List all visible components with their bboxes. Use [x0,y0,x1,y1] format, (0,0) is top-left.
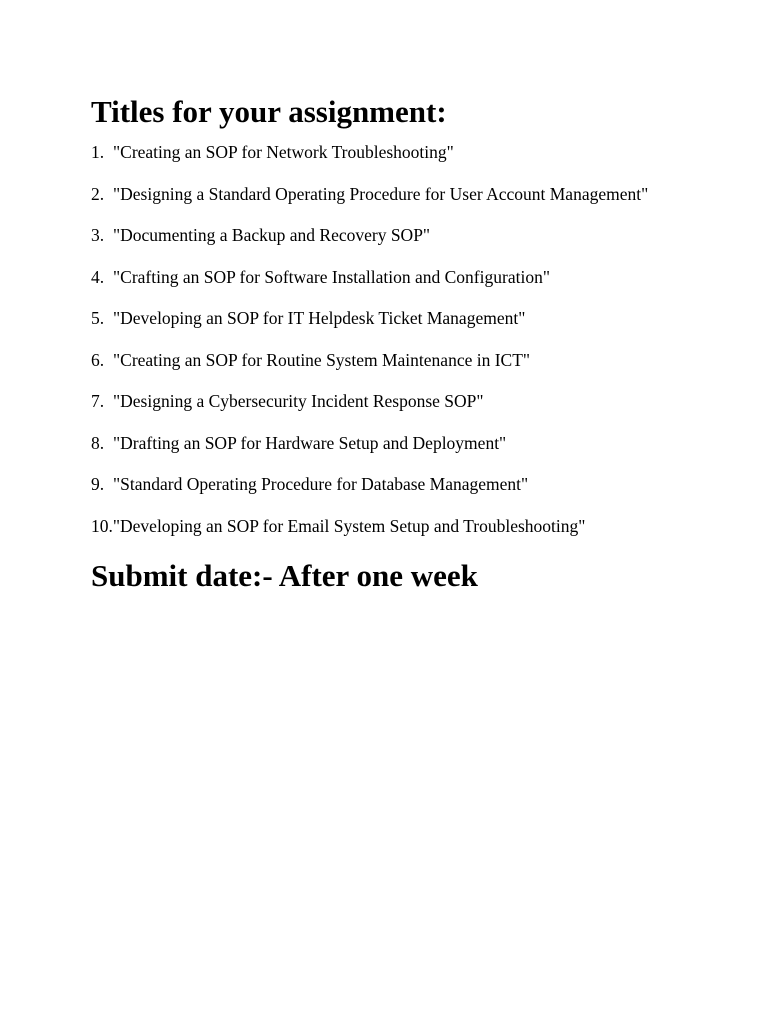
list-item [91,140,648,182]
assignment-titles-heading: Titles for your assignment: [91,94,447,129]
list-item-text: "Drafting an SOP for Hardware Setup and Deployment" [113,432,507,453]
list-item [91,265,648,307]
list-item-number: 7. [91,391,105,411]
list-item [91,223,648,265]
list-item-text: "Crafting an SOP for Software Installation and Configuration" [113,266,550,287]
list-item [91,348,648,390]
list-item-text: "Designing a Cybersecurity Incident Response SOP" [113,391,484,411]
submit-date-heading: Submit date:- After one week [91,558,478,593]
list-item-text: "Standard Operating Procedure for Database Management" [113,474,529,494]
list-item [91,472,648,514]
list-item-number: 4. [91,266,105,287]
assignment-titles-list [91,140,648,555]
list-item [91,514,648,556]
list-item-number: 6. [91,349,105,370]
list-item-text: "Developing an SOP for Email System Setup and Troubleshooting" [112,515,586,536]
list-item [91,389,648,431]
list-item [91,182,648,224]
list-item-number: 1. [91,142,105,162]
list-item-text: "Designing a Standard Operating Procedure for User Account Management" [113,183,649,204]
list-item [91,431,648,473]
list-item-text: "Creating an SOP for Routine System Maintenance in ICT" [113,349,531,370]
list-item-number: 8. [91,432,105,453]
list-item-text: "Developing an SOP for IT Helpdesk Ticket Management" [113,308,526,328]
list-item [91,306,648,348]
list-item-text: "Documenting a Backup and Recovery SOP" [113,225,431,245]
list-item-number: 10. [91,515,113,536]
list-item-text: "Creating an SOP for Network Troubleshooting" [113,142,454,162]
list-item-number: 2. [91,183,105,204]
list-item-number: 3. [91,225,105,245]
list-item-number: 5. [91,308,105,328]
list-item-number: 9. [91,474,105,494]
